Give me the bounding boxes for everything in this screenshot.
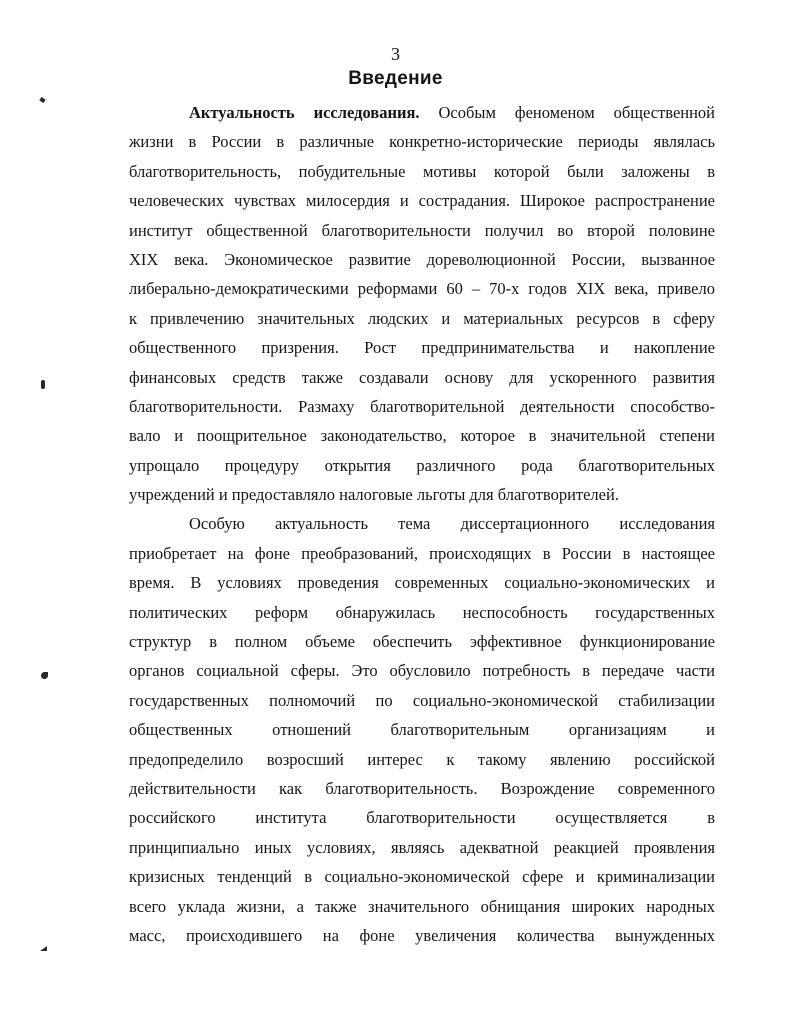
paragraph-line: благотворительности. Размаху благотворительной деятельности способство-: [129, 396, 715, 416]
scan-speck: [39, 97, 45, 103]
paragraph-line: действительности как благотворительность. Возрождение современного: [129, 778, 715, 798]
paragraph-line: государственных полномочий по социально-экономической стабилизации: [129, 690, 715, 710]
paragraph-line: человеческих чувствах милосердия и сострадания. Широкое распространение: [129, 191, 715, 211]
paragraph-line-text: Особым феноменом общественной: [419, 103, 716, 122]
paragraph-line: общественных отношений благотворительным организациям и: [129, 720, 715, 740]
scan-speck: [40, 946, 47, 951]
paragraph-line: либерально-демократическими реформами 60 – 70-х годов XIX века, привело: [129, 279, 715, 299]
paragraph-line: Особую актуальность тема диссертационного исследования: [189, 514, 715, 534]
paragraph-line: учреждений и предоставляло налоговые льготы для благотворителей.: [129, 485, 619, 505]
paragraph-line: всего уклада жизни, а также значительного обнищания широких народных: [129, 896, 715, 916]
paragraph-line: принципиально иных условиях, являясь адекватной реакцией проявления: [129, 837, 715, 857]
paragraph-line: время. В условиях проведения современных социально-экономических и: [129, 573, 715, 593]
scan-speck: [41, 672, 48, 679]
paragraph-line: институт общественной благотворительности получил во второй половине: [129, 220, 715, 240]
page-number: 3: [391, 44, 400, 64]
scan-speck: [41, 380, 45, 389]
section-title: Введение: [348, 68, 443, 89]
paragraph-line: финансовых средств также создавали основу для ускоренного развития: [129, 367, 715, 387]
paragraph-line: российского института благотворительности осуществляется в: [129, 808, 715, 828]
paragraph-line: общественного призрения. Рост предпринимательства и накопление: [129, 338, 715, 358]
paragraph-line: [129, 98, 715, 127]
paragraph-line: приобретает на фоне преобразований, происходящих в России в настоящее: [129, 543, 715, 563]
paragraph-line: масс, происходившего на фоне увеличения количества вынужденных: [129, 925, 715, 945]
paragraph-line: упрощало процедуру открытия различного рода благотворительных: [129, 455, 715, 475]
paragraph-line: вало и поощрительное законодательство, которое в значительной степени: [129, 426, 715, 446]
paragraph-line: XIX века. Экономическое развитие дореволюционной России, вызванное: [129, 249, 715, 269]
paragraph-line: благотворительность, побудительные мотивы которой были заложены в: [129, 161, 715, 181]
paragraph-line: органов социальной сферы. Это обусловило потребность в передаче части: [129, 661, 715, 681]
body-text: [129, 98, 715, 950]
paragraph-lead: Актуальность исследования.: [189, 103, 420, 122]
paragraph-line: предопределило возросший интерес к такому явлению российской: [129, 749, 715, 769]
paragraph-line: жизни в России в различные конкретно-исторические периоды являлась: [129, 132, 715, 152]
paragraph-line: к привлечению значительных людских и материальных ресурсов в сферу: [129, 308, 715, 328]
paragraph-line: кризисных тенденций в социально-экономической сфере и криминализации: [129, 867, 715, 887]
paragraph-line: политических реформ обнаружилась неспособность государственных: [129, 602, 715, 622]
paragraph-line: структур в полном объеме обеспечить эффективное функционирование: [129, 632, 715, 652]
